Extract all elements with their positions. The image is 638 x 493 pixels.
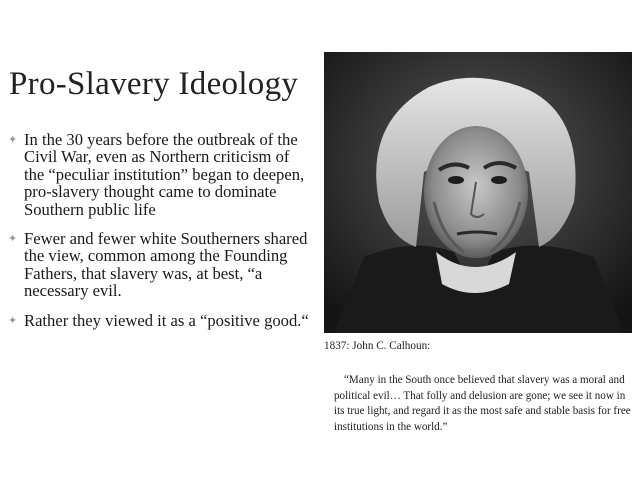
portrait-illustration bbox=[324, 52, 632, 333]
calhoun-quote bbox=[334, 373, 636, 435]
four-point-star-icon: ✦ bbox=[8, 134, 18, 146]
bullet-text: Fewer and fewer white Southerners shared the view, common among the Founding Fathers, that slavery was, at best, “a necessary evil. bbox=[24, 229, 308, 301]
bullet-text: In the 30 years before the outbreak of the Civil War, even as Northern criticism of the “peculiar institution” began to deepen, pro-slavery thought came to dominate Southern public life bbox=[24, 130, 305, 219]
bullet-list bbox=[8, 131, 313, 341]
four-point-star-icon: ✦ bbox=[8, 233, 18, 246]
bullet-item bbox=[8, 230, 313, 300]
bullet-item bbox=[8, 131, 313, 218]
bullet-item bbox=[8, 312, 313, 329]
slide-title: Pro-Slavery Ideology bbox=[9, 66, 299, 102]
quote-text: “Many in the South once believed that slavery was a moral and political evil… That folly and delusion are gone; we see it now in its true light, and regard it as the most safe and stable basis for free institutions in the world.” bbox=[334, 374, 631, 433]
four-point-star-icon: ✦ bbox=[8, 314, 18, 327]
portrait-caption: 1837: John C. Calhoun: bbox=[324, 340, 431, 352]
bullet-text: Rather they viewed it as a “positive good.“ bbox=[24, 310, 309, 330]
portrait-image bbox=[324, 52, 632, 333]
